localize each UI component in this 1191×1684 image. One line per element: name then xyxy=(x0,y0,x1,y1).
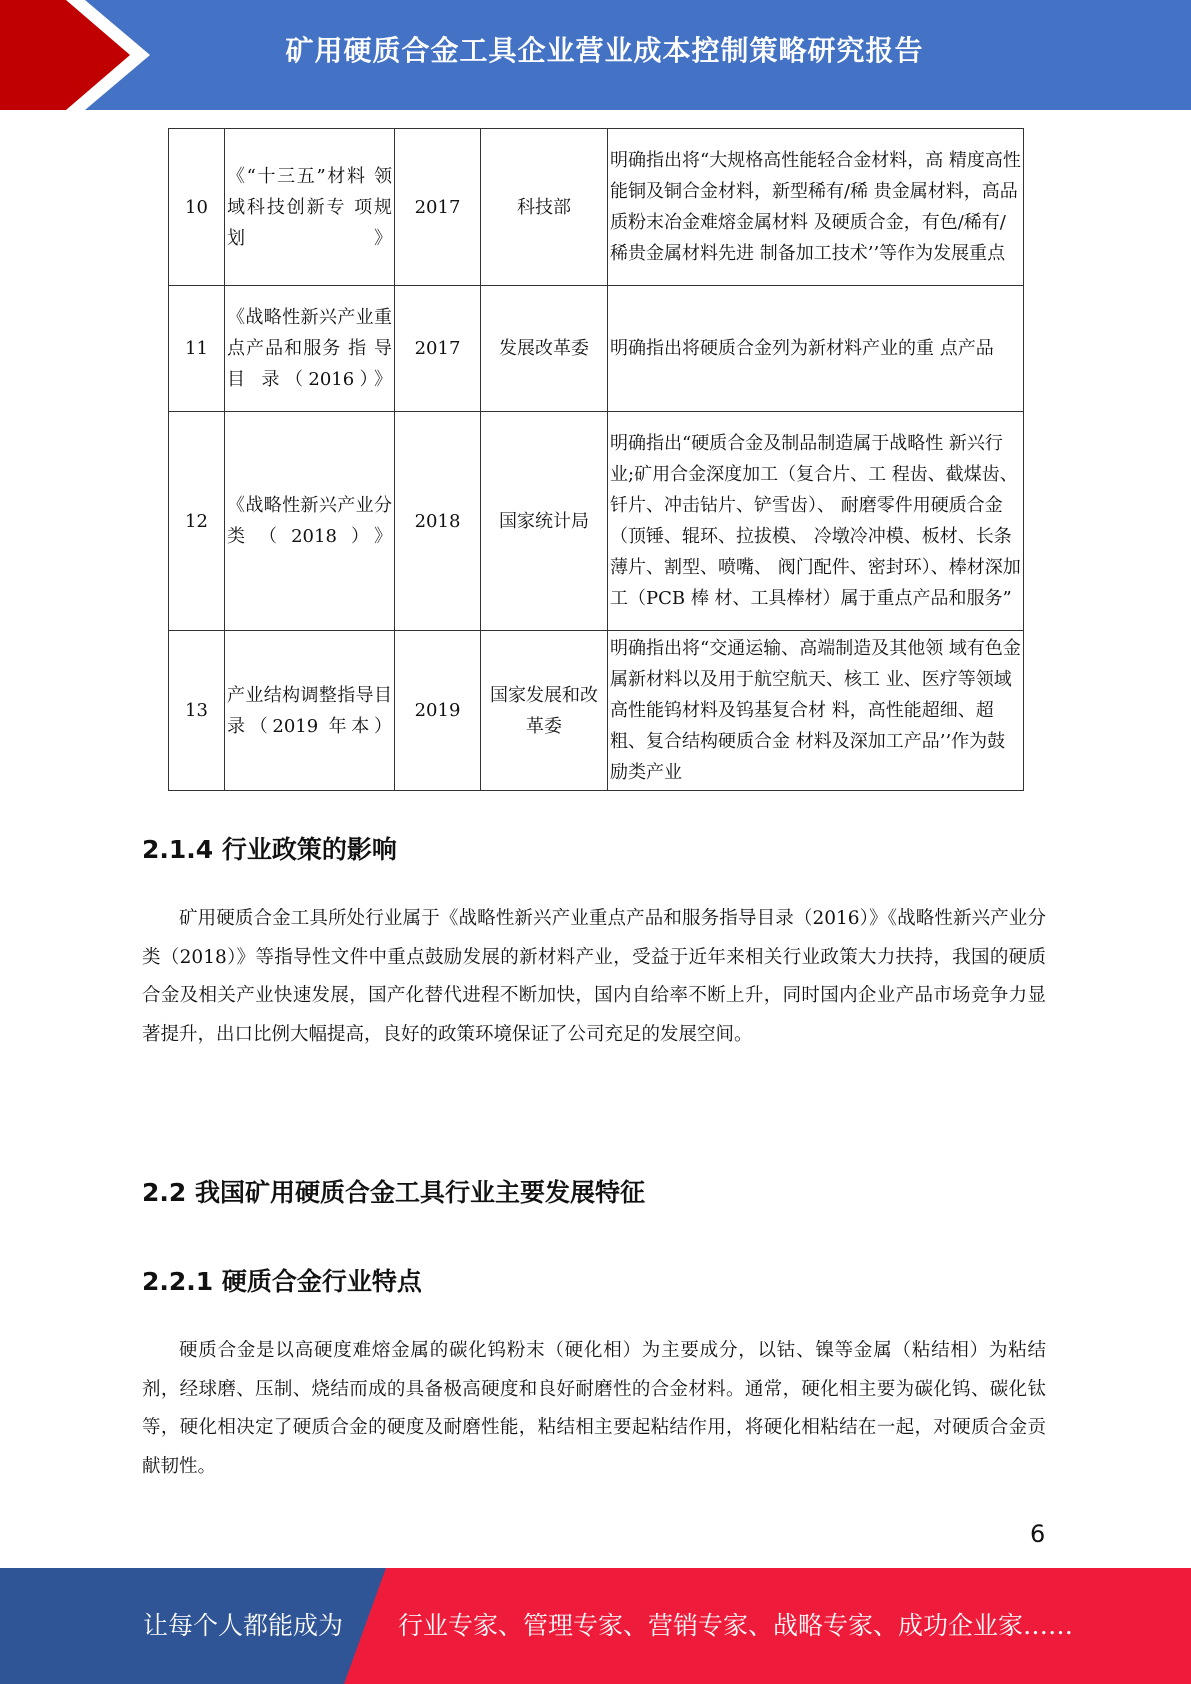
policy-name: 《“十三五”材料 领域科技创新专 项规划》 xyxy=(225,129,395,286)
report-title: 矿用硬质合金工具企业营业成本控制策略研究报告 xyxy=(285,34,924,67)
table-row xyxy=(169,286,1024,412)
section-heading-2-2: 2.2 我国矿用硬质合金工具行业主要发展特征 xyxy=(142,1178,645,1207)
section-paragraph-2-1-4: 矿用硬质合金工具所处行业属于《战略性新兴产业重点产品和服务指导目录（2016）》《战略性新兴产业分类（2018）》等指导性文件中重点鼓励发展的新材料产业，受益于近年来相关行业政策大力扶持，我国的硬质合金及相关产业快速发展，国产化替代进程不断加快，国内自给率不断上升，同时国内企业产品市场竞争力显著提升，出口比例大幅提高，良好的政策环境保证了公司充足的发展空间。 xyxy=(142,908,1046,1045)
policy-year: 2017 xyxy=(395,286,481,412)
table-row xyxy=(169,129,1024,286)
section-heading-2-1-4: 2.1.4 行业政策的影响 xyxy=(142,835,397,864)
policy-name: 《战略性新兴产业重点产品和服务 指 导 目 录（2016）》 xyxy=(225,286,395,412)
table-row xyxy=(169,631,1024,791)
policy-description: 明确指出“硬质合金及制品制造属于战略性 新兴行业;矿用合金深度加工（复合片、工 程齿、截煤齿、钎片、冲击钻片、铲雪齿）、 耐磨零件用硬质合金（顶锤、辊环、拉拔模、 冷墩冷冲模、板材、长条薄片、割型、喷嘴、 阀门配件、密封环）、棒材深加工（PCB 棒 材、工具棒材）属于重点产品和服务” xyxy=(608,412,1024,631)
policy-year: 2019 xyxy=(395,631,481,791)
footer-slogan-right: 行业专家、管理专家、营销专家、战略专家、成功企业家…… xyxy=(398,1611,1074,1640)
issuing-agency: 国家统计局 xyxy=(481,412,608,631)
policy-year: 2017 xyxy=(395,129,481,286)
page-number: 6 xyxy=(1030,1520,1046,1548)
footer-slogan-left: 让每个人都能成为 xyxy=(143,1611,344,1640)
policy-year: 2018 xyxy=(395,412,481,631)
policy-name: 产业结构调整指导目录（2019 年本） xyxy=(225,631,395,791)
row-number: 12 xyxy=(169,412,225,631)
row-number: 11 xyxy=(169,286,225,412)
policy-name: 《战略性新兴产业分类（2018）》 xyxy=(225,412,395,631)
issuing-agency: 国家发展和改革委 xyxy=(481,631,608,791)
header-banner xyxy=(0,0,1191,110)
policy-description: 明确指出将“大规格高性能轻合金材料，高 精度高性能铜及铜合金材料，新型稀有/稀 贵金属材料，高品质粉末冶金难熔金属材料 及硬质合金，有色/稀有/稀贵金属材料先进 制备加工技术’’等作为发展重点 xyxy=(608,129,1024,286)
table-row xyxy=(169,412,1024,631)
policy-description: 明确指出将“交通运输、高端制造及其他领 域有色金属新材料以及用于航空航天、核工 业、医疗等领域高性能钨材料及钨基复合材 料，高性能超细、超粗、复合结构硬质合金 材料及深加工产品’’作为鼓励类产业 xyxy=(608,631,1024,791)
row-number: 13 xyxy=(169,631,225,791)
policy-description: 明确指出将硬质合金列为新材料产业的重 点产品 xyxy=(608,286,1024,412)
row-number: 10 xyxy=(169,129,225,286)
policy-table xyxy=(168,128,1024,791)
issuing-agency: 发展改革委 xyxy=(481,286,608,412)
footer-banner xyxy=(0,1568,1191,1684)
issuing-agency: 科技部 xyxy=(481,129,608,286)
section-paragraph-2-2-1: 硬质合金是以高硬度难熔金属的碳化钨粉末（硬化相）为主要成分，以钴、镍等金属（粘结相）为粘结剂，经球磨、压制、烧结而成的具备极高硬度和良好耐磨性的合金材料。通常，硬化相主要为碳化钨、碳化钛等，硬化相决定了硬质合金的硬度及耐磨性能，粘结相主要起粘结作用，将硬化相粘结在一起，对硬质合金贡献韧性。 xyxy=(142,1340,1046,1477)
section-heading-2-2-1: 2.2.1 硬质合金行业特点 xyxy=(142,1267,422,1296)
